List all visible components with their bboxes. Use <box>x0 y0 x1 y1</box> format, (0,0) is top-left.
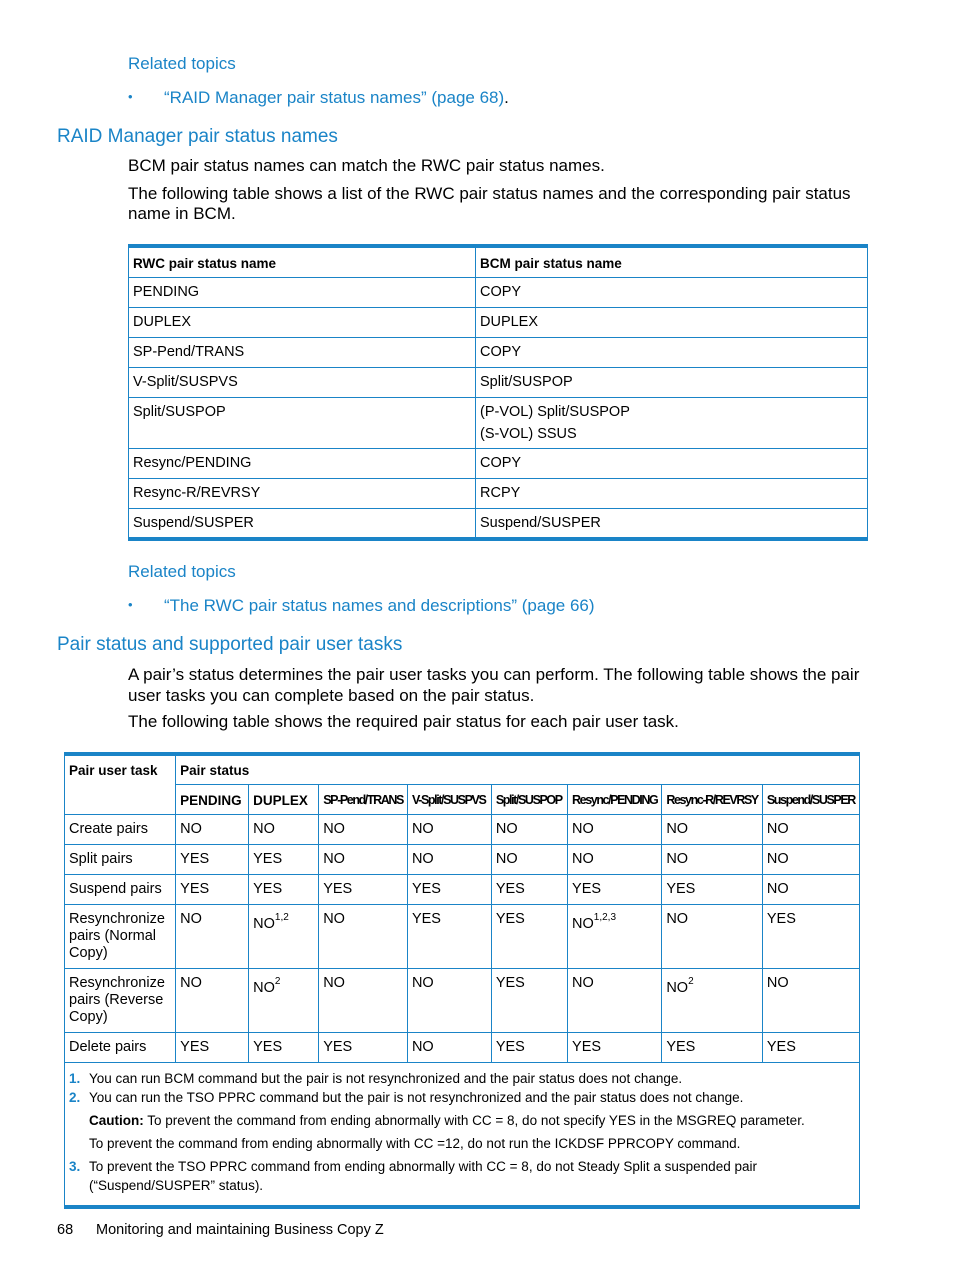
header-status-col: SP-Pend/TRANS <box>319 785 408 815</box>
status-value: YES <box>411 911 441 927</box>
status-value: NO <box>766 851 789 867</box>
status-value-cell <box>491 815 567 845</box>
status-value-cell <box>176 969 249 1033</box>
status-value: NO <box>572 915 594 932</box>
status-value: NO <box>666 911 689 927</box>
status-value: YES <box>766 911 796 927</box>
table-row <box>129 278 868 308</box>
table-row <box>129 398 868 449</box>
status-value-cell <box>662 969 763 1033</box>
pair-task-table <box>64 752 860 1209</box>
status-value-cell <box>491 969 567 1033</box>
status-value: NO <box>253 915 275 932</box>
status-value-cell <box>762 845 859 875</box>
status-value-cell <box>568 815 662 845</box>
status-value-cell <box>762 875 859 905</box>
related-topics-heading-2: Related topics <box>128 562 236 581</box>
status-value: YES <box>495 911 525 927</box>
status-value-cell <box>662 905 763 969</box>
header-status-col: V-Split/SUSPVS <box>407 785 491 815</box>
bullet-icon: • <box>128 89 133 104</box>
header-status-col: PENDING <box>176 785 249 815</box>
table-row <box>129 338 868 368</box>
rwc-cell: Resync-R/REVRSY <box>129 479 476 509</box>
status-value: NO <box>572 821 594 837</box>
header-status-col: Resync/PENDING <box>568 785 662 815</box>
status-value: NO <box>766 975 789 991</box>
bullet-icon: • <box>128 597 133 612</box>
status-value-cell <box>176 815 249 845</box>
task-cell: Resynchronize pairs (Reverse Copy) <box>65 969 176 1033</box>
table-row <box>129 509 868 540</box>
status-value: YES <box>495 881 525 897</box>
status-value: NO <box>495 851 518 867</box>
bcm-cell-line-2: (S-VOL) SSUS <box>480 426 577 442</box>
paragraph-bcm-match: BCM pair status names can match the RWC pair status names. <box>128 156 605 175</box>
footnote-reference: 2 <box>688 976 694 987</box>
status-value: YES <box>180 881 210 897</box>
status-value-cell <box>249 905 319 969</box>
note-text: You can run the TSO PPRC command but the pair is not resynchronized and the pair status does not change. <box>89 1090 744 1105</box>
status-value-cell <box>319 1033 408 1063</box>
footnote-reference: 2 <box>274 976 281 987</box>
page-number: 68 <box>57 1222 74 1238</box>
note-text: To prevent the TSO PPRC command from ending abnormally with CC = 8, do not Steady Split a suspended pair (“Suspend/SUSPER” status). <box>89 1159 757 1193</box>
status-value-cell <box>319 875 408 905</box>
bcm-cell: Suspend/SUSPER <box>476 509 868 540</box>
table-subheader-row <box>65 785 860 815</box>
status-value-cell <box>662 845 763 875</box>
footer-title: Monitoring and maintaining Business Copy Z <box>96 1222 384 1238</box>
status-value: NO <box>323 911 345 927</box>
status-value-cell <box>491 1033 567 1063</box>
status-value-cell <box>762 1033 859 1063</box>
table-row <box>65 969 860 1033</box>
note-2 <box>69 1088 855 1107</box>
status-value-cell <box>662 815 763 845</box>
status-value: YES <box>572 1039 602 1055</box>
status-value-cell <box>407 1033 491 1063</box>
caution-note <box>69 1111 855 1130</box>
note-1 <box>69 1069 855 1088</box>
status-value: NO <box>666 821 689 837</box>
task-cell: Suspend pairs <box>65 875 176 905</box>
header-rwc-name: RWC pair status name <box>129 246 476 278</box>
table-notes <box>65 1063 860 1208</box>
status-value: YES <box>495 975 525 991</box>
status-value: NO <box>253 821 275 837</box>
status-value-cell <box>762 815 859 845</box>
status-value: NO <box>411 975 434 991</box>
task-cell: Split pairs <box>65 845 176 875</box>
note-number: 2. <box>69 1090 81 1105</box>
status-value: NO <box>666 851 689 867</box>
status-value: YES <box>323 881 353 897</box>
rwc-cell: Suspend/SUSPER <box>129 509 476 540</box>
table-row <box>65 815 860 845</box>
status-value-cell <box>176 875 249 905</box>
paragraph-pair-status-intro: A pair’s status determines the pair user tasks you can perform. The following table shows the pair user tasks you can complete based on the pair status. <box>128 665 860 705</box>
status-value-cell <box>249 1033 319 1063</box>
status-value: YES <box>411 881 441 897</box>
raid-manager-status-names-link[interactable]: “RAID Manager pair status names” (page 68) <box>164 88 505 107</box>
note-number: 1. <box>69 1071 81 1086</box>
table-row <box>65 905 860 969</box>
notes-row <box>65 1063 860 1208</box>
table-row <box>129 308 868 338</box>
status-value: NO <box>323 821 345 837</box>
rwc-cell: PENDING <box>129 278 476 308</box>
status-value: YES <box>572 881 602 897</box>
status-value: NO <box>411 851 434 867</box>
related-topic-item-2 <box>128 596 595 616</box>
header-status-col: DUPLEX <box>249 785 319 815</box>
status-value-cell <box>407 845 491 875</box>
status-value-cell <box>319 905 408 969</box>
table-header-row <box>129 246 868 278</box>
note-number: 3. <box>69 1159 81 1174</box>
status-value-cell <box>568 969 662 1033</box>
status-value-cell <box>319 845 408 875</box>
status-value: NO <box>572 975 594 991</box>
bcm-cell-line-1: (P-VOL) Split/SUSPOP <box>480 404 630 420</box>
status-value: NO <box>666 979 689 996</box>
status-value-cell <box>249 815 319 845</box>
status-value: NO <box>411 1039 434 1055</box>
status-value: YES <box>323 1039 353 1055</box>
bcm-cell: RCPY <box>476 479 868 509</box>
caution-note-2: To prevent the command from ending abnormally with CC =12, do not run the ICKDSF PPRCOPY command. <box>89 1136 741 1151</box>
header-pair-status: Pair status <box>176 754 860 785</box>
status-value: YES <box>253 851 283 867</box>
status-value: NO <box>180 821 202 837</box>
page-footer <box>57 1222 384 1238</box>
header-status-col: Split/SUSPOP <box>491 785 567 815</box>
note-text: You can run BCM command but the pair is not resynchronized and the pair status does not change. <box>89 1071 683 1086</box>
status-value-cell <box>407 905 491 969</box>
status-value-cell <box>407 815 491 845</box>
paragraph-table-intro: The following table shows a list of the RWC pair status names and the corresponding pair status name in BCM. <box>128 184 851 223</box>
status-value-cell <box>319 815 408 845</box>
bcm-cell: COPY <box>476 338 868 368</box>
status-value: YES <box>666 1039 696 1055</box>
status-value-cell <box>568 905 662 969</box>
table-row <box>129 479 868 509</box>
rwc-cell: SP-Pend/TRANS <box>129 338 476 368</box>
status-value: NO <box>766 821 789 837</box>
bcm-cell <box>476 398 868 449</box>
status-value-cell <box>662 1033 763 1063</box>
status-value-cell <box>176 905 249 969</box>
status-value-cell <box>491 875 567 905</box>
task-cell: Resynchronize pairs (Normal Copy) <box>65 905 176 969</box>
status-value-cell <box>491 845 567 875</box>
status-value-cell <box>176 1033 249 1063</box>
task-cell: Create pairs <box>65 815 176 845</box>
status-value: NO <box>572 851 594 867</box>
status-value: NO <box>323 851 345 867</box>
status-value: YES <box>180 1039 210 1055</box>
status-value: YES <box>180 851 210 867</box>
status-value-cell <box>662 875 763 905</box>
table-row <box>129 368 868 398</box>
status-value: YES <box>253 1039 283 1055</box>
rwc-cell: Split/SUSPOP <box>129 398 476 449</box>
header-status-col: Suspend/SUSPER <box>762 785 859 815</box>
caution-label: Caution: <box>89 1113 144 1128</box>
related-topic-item <box>128 88 509 108</box>
status-value: YES <box>766 1039 796 1055</box>
status-value-cell <box>762 969 859 1033</box>
bcm-cell: COPY <box>476 449 868 479</box>
status-value-cell <box>762 905 859 969</box>
status-value: YES <box>666 881 696 897</box>
status-value-cell <box>407 875 491 905</box>
bcm-cell: DUPLEX <box>476 308 868 338</box>
header-pair-user-task: Pair user task <box>65 754 176 815</box>
status-value: NO <box>323 975 345 991</box>
rwc-cell: Resync/PENDING <box>129 449 476 479</box>
status-value-cell <box>176 845 249 875</box>
header-bcm-name: BCM pair status name <box>476 246 868 278</box>
status-value-cell <box>319 969 408 1033</box>
status-value-cell <box>407 969 491 1033</box>
footnote-reference: 1,2,3 <box>593 912 617 923</box>
status-value-cell <box>249 969 319 1033</box>
table-row <box>129 449 868 479</box>
table-row <box>65 1033 860 1063</box>
status-value-cell <box>568 1033 662 1063</box>
section-heading-pair-status: Pair status and supported pair user tasks <box>57 634 403 655</box>
related-topics-heading: Related topics <box>128 54 236 73</box>
paragraph-required-status: The following table shows the required pair status for each pair user task. <box>128 712 679 731</box>
status-value-cell <box>491 905 567 969</box>
bcm-cell: COPY <box>476 278 868 308</box>
rwc-status-names-link[interactable]: “The RWC pair status names and descriptions” (page 66) <box>164 596 595 615</box>
bcm-cell: Split/SUSPOP <box>476 368 868 398</box>
note-3 <box>69 1157 855 1195</box>
status-value: YES <box>495 1039 525 1055</box>
status-value: NO <box>253 979 275 996</box>
table-row <box>65 845 860 875</box>
status-value: YES <box>253 881 283 897</box>
caution-text: To prevent the command from ending abnormally with CC = 8, do not specify YES in the MSGREQ parameter. <box>143 1113 805 1128</box>
footnote-reference: 1,2 <box>274 912 289 923</box>
status-name-table <box>128 244 868 541</box>
link-trailing-period: . <box>504 88 509 107</box>
status-value-cell <box>568 875 662 905</box>
status-value-cell <box>568 845 662 875</box>
status-value: NO <box>180 911 202 927</box>
rwc-cell: V-Split/SUSPVS <box>129 368 476 398</box>
status-value: NO <box>411 821 434 837</box>
section-heading-raid-manager: RAID Manager pair status names <box>57 126 338 147</box>
status-value-cell <box>249 845 319 875</box>
task-cell: Delete pairs <box>65 1033 176 1063</box>
rwc-cell: DUPLEX <box>129 308 476 338</box>
status-value: NO <box>766 881 789 897</box>
status-value: NO <box>180 975 202 991</box>
status-value: NO <box>495 821 518 837</box>
table-header-row <box>65 754 860 785</box>
table-row <box>65 875 860 905</box>
header-status-col: Resync-R/REVRSY <box>662 785 763 815</box>
status-value-cell <box>249 875 319 905</box>
